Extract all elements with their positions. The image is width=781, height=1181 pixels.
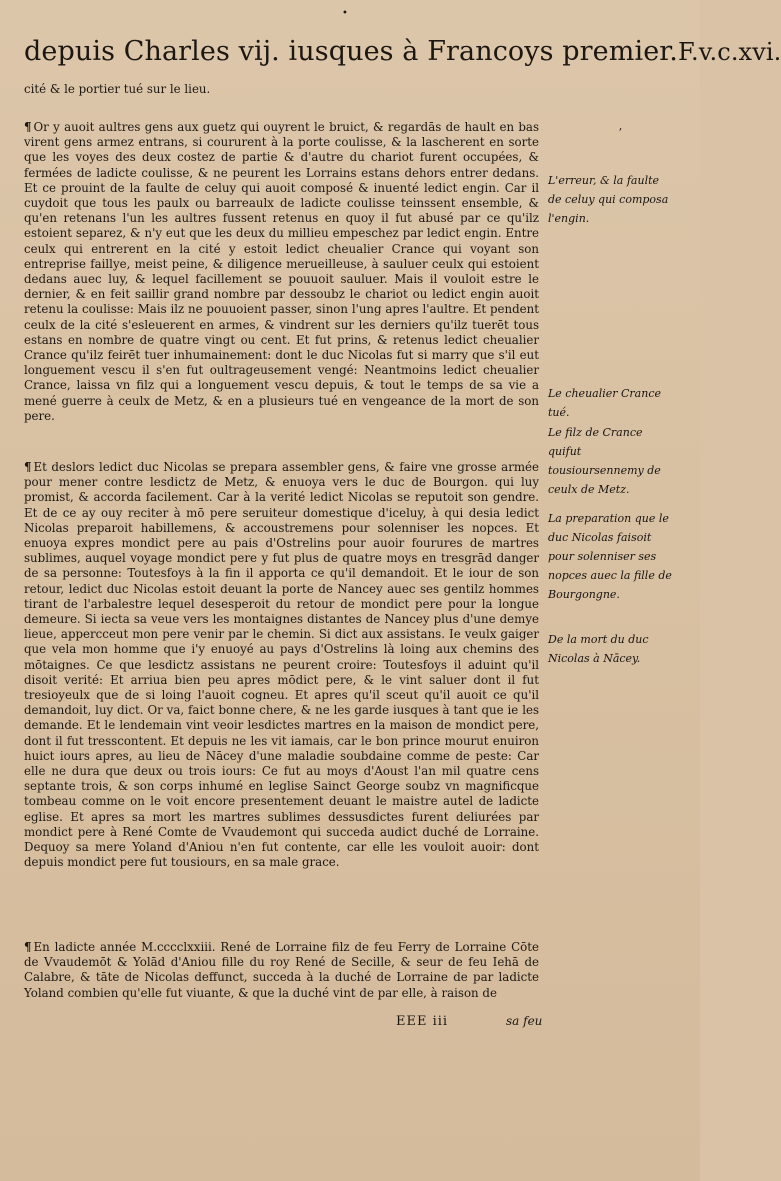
paragraph-1-text: Or y auoit aultres gens aux guetz qui ouyrent le bruict, & regardās de hault en bas virent gens armez entrans, si coururent à la porte coulisse, & la lascherent en sorte que les voyes des deux costez de partie & d'autre du chariot furent occupées, & fermées de ladicte coulisse, & ne peurent les Lorrains estans dehors entrer dedans. Et ce prouint de la faulte de celuy qui auoit composé & inuenté ledict engin. Car il cuydoit que tous les paulx ou barreaulx de ladicte coulisse teinssent ensemble, & qu'en retenans l'un les aultres fussent retenus en quoy il fut abusé par ce qu'ilz estoient separez, & n'y eut que les deux du millieu empeschez par ledict engin. Entre ceulx qui entrerent en la cité y estoit ledict cheualier Crance qui voyant son entreprise faillye, meist peine, & diligence merueilleuse, à sauluer ceulx qui estoient dedans auec luy, & lequel facillement se pouuoit sauluer. Mais il vouloit estre le dernier, & en feit saillir grand nombre par dessoubz le chariot ou ledict engin auoit retenu la coulisse: Mais ilz ne pouuoient passer, sinon l'ung apres l'aultre. Et pendent ceulx de la cité s'esleuerent en armes, & vindrent sur les derniers qu'ilz tuerēt tous estans en nombre de quatre vingt ou cent. Et fut prins, & retenus ledict cheualier Crance qu'ilz feirēt tuer inhumainement: dont le duc Nicolas fut si marry que s'il eut longuement vescu il s'en fut oultrageusement vengé: Neantmoins ledict cheualier Crance, laissa vn filz qui a longuement vescu depuis, & tout le temps de sa vie a mené guerre à ceulx de Metz, & en a plusieurs tué en vengeance de la mort de son pere. [24,120,539,423]
running-header [24,36,781,76]
paragraph-0: cité & le portier tué sur le lieu. [24,82,211,96]
side-note-crance-son: Le filz de Crance quifut tousioursennemy de ceulx de Metz. [548,426,661,496]
paragraph-1 [24,120,539,424]
paragraph-3-text: En ladicte année M.cccclxxiii. René de Lorraine filz de feu Ferry de Lorraine Cōte de Vvaudemōt & Yolād d'Aniou fille du roy René de Secille, & seur de feu Iehā de Calabre, & tāte de Nicolas deffunct, succeda à la duché de Lorraine de par ladicte Yoland combien qu'elle fut viuante, & que la duché vint de par elle, à raison de [24,940,539,1000]
paragraph-block-2 [24,460,539,870]
side-note-error: L'erreur, & la faulte de celuy qui composa l'engin. [548,174,669,225]
paragraph-3 [24,940,539,1001]
paragraph-2-text: Et deslors ledict duc Nicolas se prepara assembler gens, & faire vne grosse armée pour mener contre lesdictz de Metz, & enuoya vers le duc de Bourgon. qui luy promist, & accorda facilement. Car à la verité ledict Nicolas se reputoit son gendre. Et de ce ay ouy reciter à mō pere seruiteur domestique d'iceluy, à qui desia ledict Nicolas preparoit habillemens, & accoustremens pour solenniser les nopces. Et enuoya expres mondict pere au pais d'Ostrelins pour auoir fourures de martres sublimes, auquel voyage mondict pere y fut plus de quatre moys en tresgrād danger de sa personne: Toutesfoys à la fin il apporta ce qu'il demandoit. Et le iour de son retour, ledict duc Nicolas estoit deuant la porte de Nancey auec ses gentilz hommes tirant de l'arbalestre lequel desesperoit du retour de mondict pere pour la longue demeure. Si iecta sa veue vers les montaignes distantes de Nancey plus d'une demye lieue, appercceut mon pere venir par le chemin. Si dict aux assistans. Ie veulx gaiger que vela mon homme que i'y enuoyé au pays d'Ostrelins là loing aux chemins des mōtaignes. Ce que lesdictz assistans ne peurent croire: Toutesfoys il aduint qu'il disoit verité: Et arriua bien peu apres mōdict pere, & le vint saluer dont il fut tresioyeulx que de si loing l'auoit cogneu. Et apres qu'il sceut qu'il auoit ce qu'il demandoit, luy dict. Or va, faict bonne chere, & ne les garde iusques à tant que ie les demande. Et le lendemain vint veoir lesdictes martres en la maison de mondict pere, dont il fut tresscontent. Et depuis ne les vit iamais, car le bon prince mourut enuiron huict iours apres, au lieu de Nācey d'une maladie soubdaine comme de peste: Car elle ne dura que deux ou trois iours: Ce fut au moys d'Aoust l'an mil quatre cens septante trois, & son corps inhumé en leglise Sainct George soubz vn magnificque tombeau comme on le voit encore presentement deuant le maistre autel de ladicte eglise. Et apres sa mort les martres sublimes dessusdictes furent deliurées par mondict pere à René Comte de Vvaudemont qui succeda audict duché de Lorraine. Dequoy sa mere Yoland d'Aniou n'en fut contente, car elle les vouloit auoir: dont depuis mondict pere fut tousiours, en sa male grace. [24,460,539,870]
paragraph-block-1 [24,120,539,424]
top-dot: • [342,8,348,19]
paragraph-block-3 [24,940,539,1001]
pilcrow-icon: ¶ [24,460,32,474]
continued-line [24,82,539,97]
running-title: depuis Charles vij. iusques à Francoys premier. [24,36,678,67]
margin-mark: ʼ [618,126,622,140]
paragraph-2 [24,460,539,870]
catchword: sa feu [506,1014,543,1028]
pilcrow-icon: ¶ [24,120,32,134]
pilcrow-icon: ¶ [24,940,32,954]
folio-number: F.v.c.xvi. [678,38,781,66]
side-note-crance-killed: Le cheualier Crance tué. [548,387,661,419]
signature-mark: EEE iii [396,1014,449,1029]
side-note-death: De la mort du duc Nicolas à Nācey. [548,633,649,665]
side-note-preparation: La preparation que le duc Nicolas faisoit pour solenniser ses nopces auec la fille de Bourgongne. [548,512,672,601]
